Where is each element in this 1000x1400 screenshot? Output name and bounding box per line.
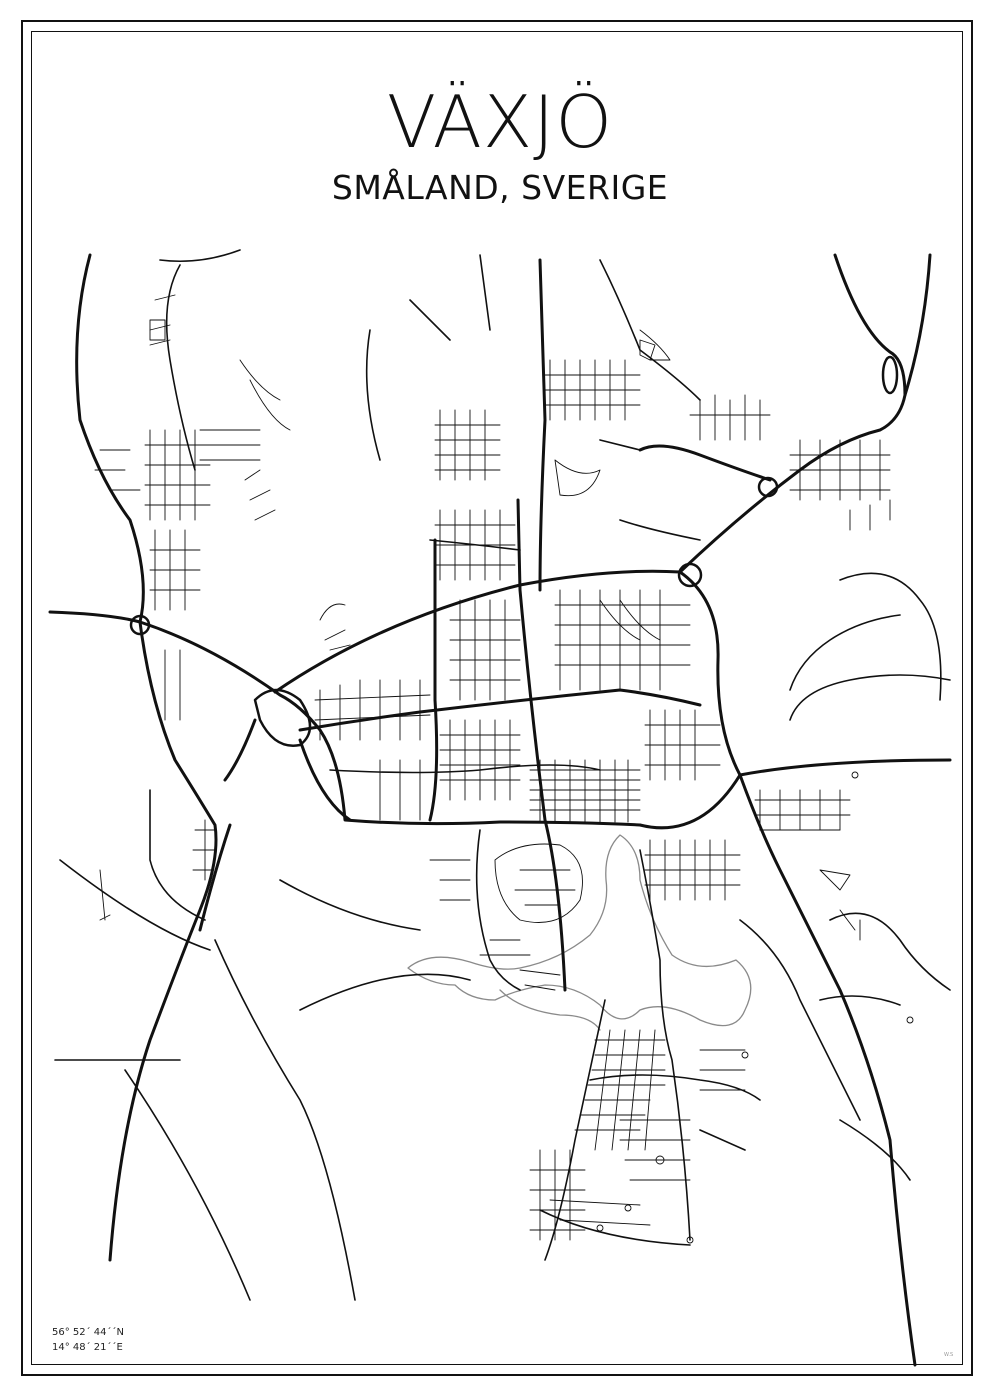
- interchanges: [131, 357, 897, 746]
- city-title: VÄXJÖ: [386, 80, 614, 164]
- latitude-text: 56° 52´ 44´´N: [52, 1327, 125, 1338]
- longitude-text: 14° 48´ 21´´E: [52, 1342, 123, 1353]
- artist-signature: W.S: [944, 1352, 954, 1358]
- minor-streets: [95, 295, 890, 1240]
- secondary-roads: [55, 250, 950, 1300]
- coordinates-label: [52, 1325, 124, 1355]
- cul-de-sacs: [150, 320, 913, 1243]
- major-roads: [50, 255, 950, 1365]
- region-subtitle: SMÅLAND, SVERIGE: [331, 168, 669, 207]
